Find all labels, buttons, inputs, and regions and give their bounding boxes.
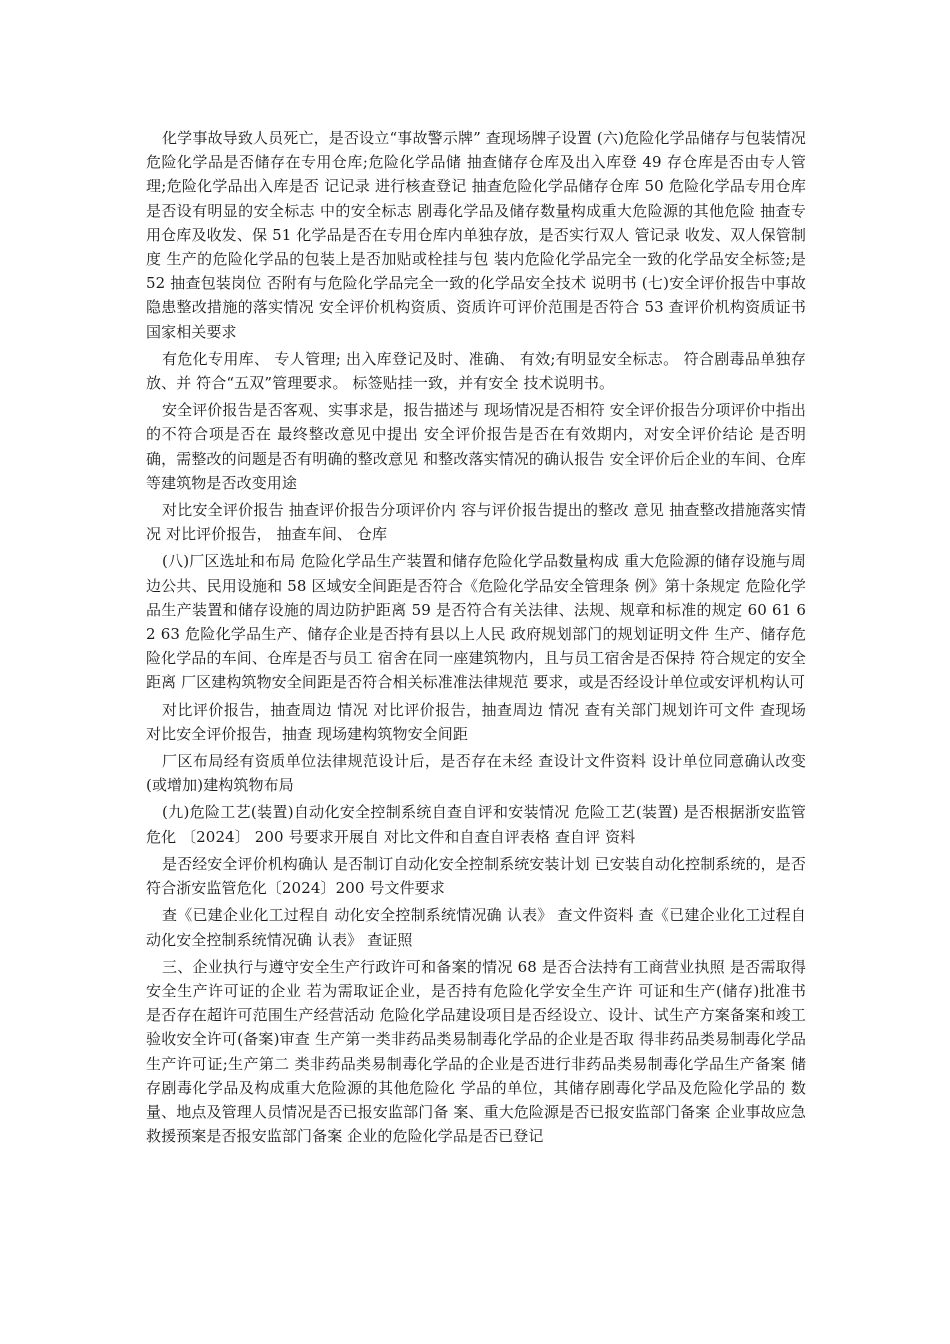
paragraph-automation-check: 查《已建企业化工过程自 动化安全控制系统情况确 认表》 查文件资料 查《已建企业化工过程自 动化安全控制系统情况确 认表》 查证照 [146, 906, 806, 949]
paragraph-automation-confirmation: 是否经安全评价机构确认 是否制订自动化安全控制系统安装计划 已安装自动化控制系统的，是否符合浙安监管危化〔2024〕200 号文件要求 [146, 854, 806, 898]
paragraph-automation-control: (九)危险工艺(装置)自动化安全控制系统自查自评和安装情况 危险工艺(装置) 是否根据浙安监管危化 〔2024〕 200 号要求开展自 对比文件和自查自评表格 查自评 资料 [146, 803, 806, 846]
paragraph-layout-design: 厂区布局经有资质单位法律规范设计后，是否存在未经 查设计文件资料 设计单位同意确认改变(或增加)建构筑物布局 [146, 752, 806, 795]
paragraph-storage-requirements: 有危化专用库、 专人管理; 出入库登记及时、准确、 有效;有明显安全标志。 符合剧毒品单独存放、并 符合“五双”管理要求。 标签贴挂一致，并有安全 技术说明书。 [146, 349, 806, 393]
paragraph-site-layout: (八)厂区选址和布局 危险化学品生产装置和储存危险化学品数量构成 重大危险源的储存设施与周边公共、民用设施和 58 区域安全间距是否符合《危险化学品安全管理条 例》第十条规定 危险化学品生产装置和储存设施的周边防护距离 59 是否符合有关法律、法规、规章和标准的规定 60 61 62 63 危险化学品生产、储存企业是否持有县以上人民 政府规划部门的规划证明文件 生产、储存危险化学品的车间、仓库是否与员工 宿舍在同一座建筑物内，且与员工宿舍是否保持 符合规定的安全距离 厂区建构筑物安全间距是否符合相关标准准法律规范 要求，或是否经设计单位或安评机构认可 [146, 552, 806, 692]
paragraph-storage-packaging: 化学事故导致人员死亡，是否设立“事故警示牌” 查现场牌子设置 (六)危险化学品储存与包装情况 危险化学品是否储存在专用仓库;危险化学品储 抽查储存仓库及出入库登 49 存仓库是否由专人管理;危险化学品出入库是否 记记录 进行核查登记 抽查危险化学品储存仓库 50 危险化学品专用仓库是否设有明显的安全标志 中的安全标志 剧毒化学品及储存数量构成重大危险源的其他危险 抽查专用仓库及收发、保 51 化学品是否在专用仓库内单独存放，是否实行双人 管记录 收发、双人保管制度 生产的危险化学品的包装上是否加贴或栓挂与包 装内危险化学品完全一致的化学品安全标签;是 52 抽查包装岗位 否附有与危险化学品完全一致的化学品安全技术 说明书 (七)安全评价报告中事故隐患整改措施的落实情况 安全评价机构资质、资质许可评价范围是否符合 53 查评价机构资质证书 国家相关要求 [146, 129, 806, 341]
paragraph-safety-evaluation: 安全评价报告是否客观、实事求是，报告描述与 现场情况是否相符 安全评价报告分项评价中指出的不符合项是否在 最终整改意见中提出 安全评价报告是否在有效期内，对安全评价结论 是否明确，需整改的问题是否有明确的整改意见 和整改落实情况的确认报告 安全评价后企业的车间、仓库等建筑物是否改变用途 [146, 401, 806, 492]
paragraph-site-check: 对比评价报告，抽查周边 情况 对比评价报告，抽查周边 情况 查有关部门规划许可文件 查现场 对比安全评价报告，抽查 现场建构筑物安全间距 [146, 700, 806, 743]
document-body [146, 126, 806, 1151]
paragraph-evaluation-check: 对比安全评价报告 抽查评价报告分项评价内 容与评价报告提出的整改 意见 抽查整改措施落实情况 对比评价报告， 抽查车间、 仓库 [146, 501, 806, 544]
paragraph-licensing: 三、企业执行与遵守安全生产行政许可和备案的情况 68 是否合法持有工商营业执照 是否需取得安全生产许可证的企业 若为需取证企业，是否持有危险化学安全生产许 可证和生产(储存)批准书 是否存在超许可范围生产经营活动 危险化学品建设项目是否经设立、设计、试生产方案备案和竣工验收安全许可(备案)审查 生产第一类非药品类易制毒化学品的企业是否取 得非药品类易制毒化学品生产许可证;生产第二 类非药品类易制毒化学品的企业是否进行非药品类易制毒化学品生产备案 储存剧毒化学品及构成重大危险源的其他危险化 学品的单位，其储存剧毒化学品及危险化学品的 数量、地点及管理人员情况是否已报安监部门备 案、重大危险源是否已报安监部门备案 企业事故应急救援预案是否报安监部门备案 企业的危险化学品是否已登记 [146, 957, 806, 1146]
